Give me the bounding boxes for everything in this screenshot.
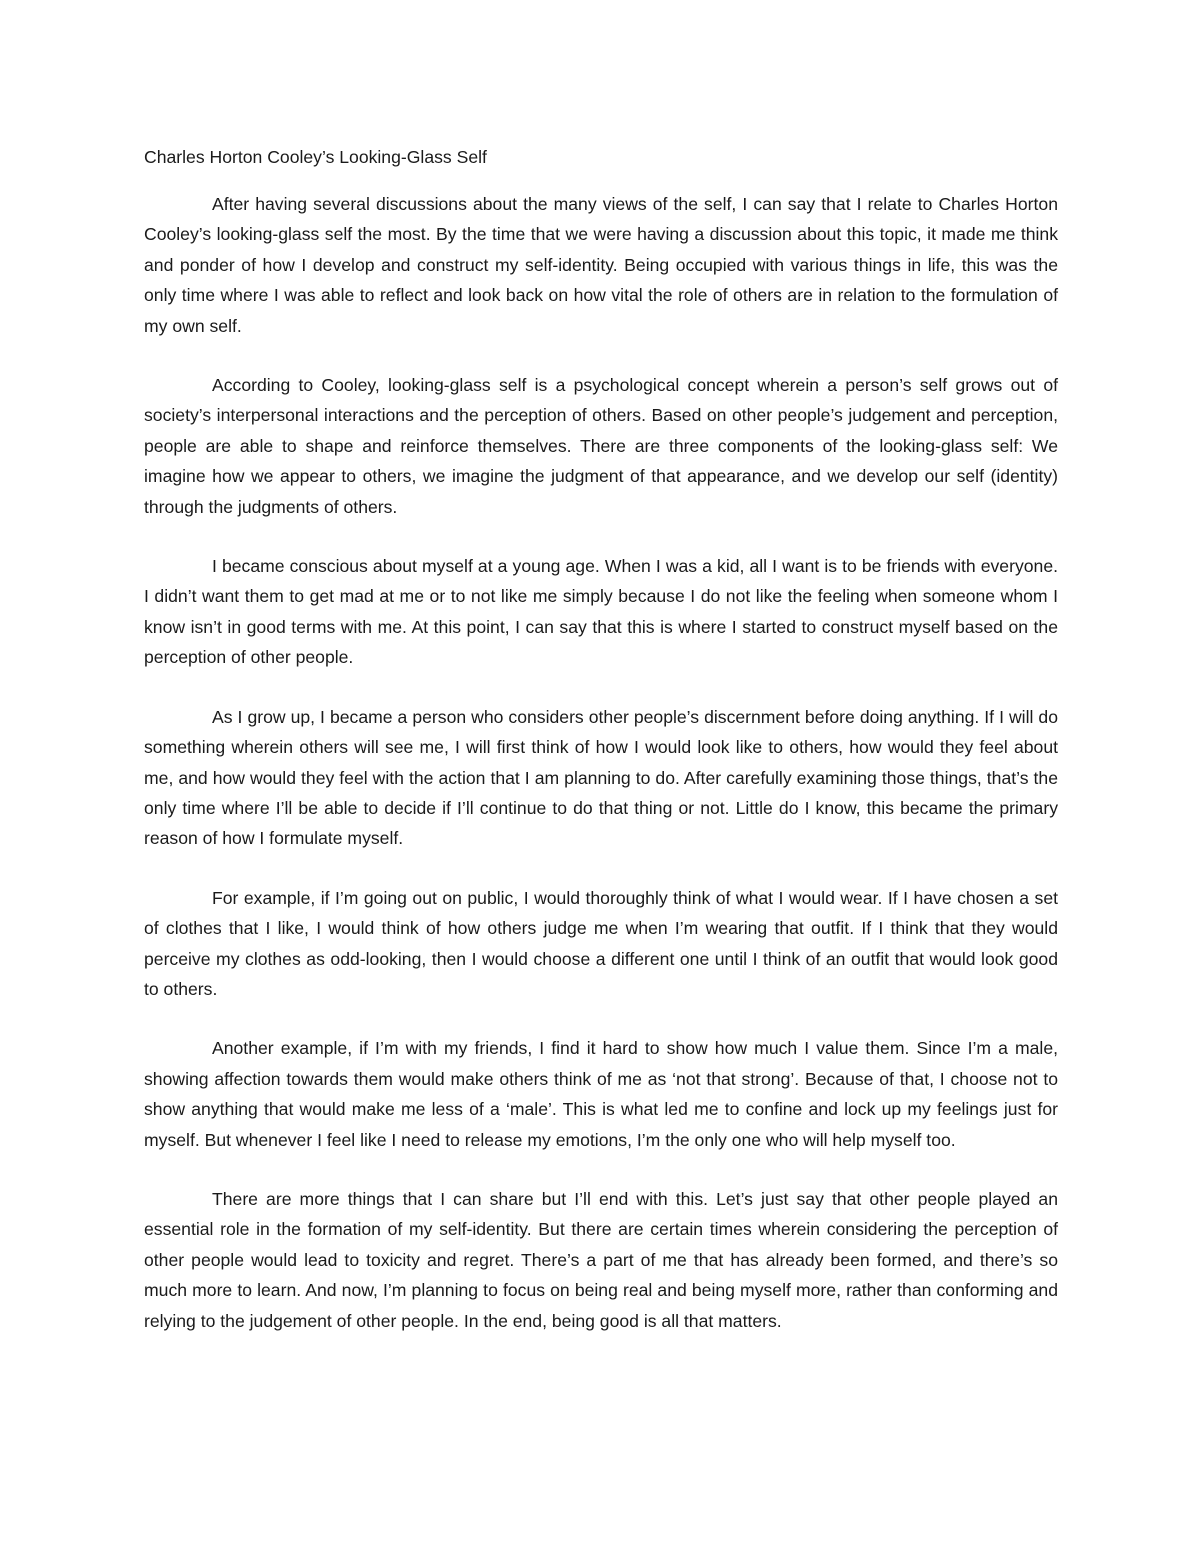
document-title: Charles Horton Cooley’s Looking-Glass Self — [144, 147, 487, 167]
paragraph-7: There are more things that I can share but I’ll end with this. Let’s just say that other people played an essential role in the formation of my self-identity. But there are certain times wherein considering the perception of other people would lead to toxicity and regret. There’s a part of me that has already been formed, and there’s so much more to learn. And now, I’m planning to focus on being real and being myself more, rather than conforming and relying to the judgement of other people. In the end, being good is all that matters. — [144, 1188, 1058, 1331]
document-body — [144, 142, 1058, 1365]
paragraph-5: For example, if I’m going out on public, I would thoroughly think of what I would wear. If I have chosen a set of clothes that I like, I would think of how others judge me when I’m wearing that outfit. If I think that they would perceive my clothes as odd-looking, then I would choose a different one until I think of an outfit that would look good to others. — [144, 887, 1058, 999]
paragraph-1: After having several discussions about the many views of the self, I can say that I relate to Charles Horton Cooley’s looking-glass self the most. By the time that we were having a discussion about this topic, it made me think and ponder of how I develop and construct my self-identity. Being occupied with various things in life, this was the only time where I was able to reflect and look back on how vital the role of others are in relation to the formulation of my own self. — [144, 194, 1058, 336]
paragraph-3: I became conscious about myself at a young age. When I was a kid, all I want is to be friends with everyone. I didn’t want them to get mad at me or to not like me simply because I do not like the feeling when someone whom I know isn’t in good terms with me. At this point, I can say that this is where I started to construct myself based on the perception of other people. — [144, 556, 1058, 668]
paragraph-2: According to Cooley, looking-glass self is a psychological concept wherein a person’s self grows out of society’s interpersonal interactions and the perception of others. Based on other people’s judgement and perception, people are able to shape and reinforce themselves. There are three components of the looking-glass self: We imagine how we appear to others, we imagine the judgment of that appearance, and we develop our self (identity) through the judgments of others. — [144, 375, 1058, 517]
paragraph-6: Another example, if I’m with my friends, I find it hard to show how much I value them. Since I’m a male, showing affection towards them would make others think of me as ‘not that strong’. Because of that, I choose not to show anything that would make me less of a ‘male’. This is what led me to confine and lock up my feelings just for myself. But whenever I feel like I need to release my emotions, I’m the only one who will help myself too. — [144, 1038, 1058, 1150]
paragraph-4: As I grow up, I became a person who considers other people’s discernment before doing anything. If I will do something wherein others will see me, I will first think of how I would look like to others, how would they feel about me, and how would they feel with the action that I am planning to do. After carefully examining those things, that’s the only time where I’ll be able to decide if I’ll continue to do that thing or not. Little do I know, this became the primary reason of how I formulate myself. — [144, 706, 1058, 849]
